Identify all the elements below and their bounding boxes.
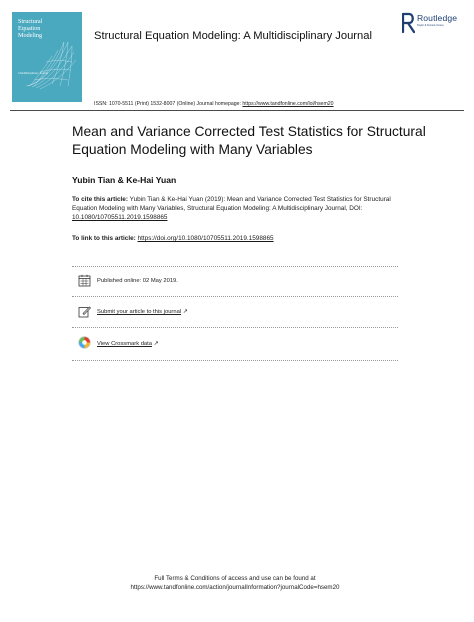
- row-divider: [72, 266, 398, 267]
- journal-homepage-link[interactable]: https://www.tandfonline.com/loi/hsem20: [242, 101, 334, 107]
- cover-title-line: Modeling: [18, 32, 43, 39]
- article-link-line: [72, 235, 274, 242]
- edit-pencil-icon: [78, 305, 91, 318]
- header-divider: [10, 110, 464, 111]
- row-divider: [72, 327, 398, 328]
- submit-article-link[interactable]: [97, 309, 188, 315]
- article-link-label: To link to this article:: [72, 235, 138, 242]
- journal-cover-image: [12, 12, 82, 102]
- journal-title: Structural Equation Modeling: A Multidisciplinary Journal: [94, 30, 372, 42]
- citation-text: Yubin Tian & Ke-Hai Yuan (2019): Mean and Variance Corrected Test Statistics for Structural Equation Modeling with Many Variables, Structural Equation Modeling: A Multidisciplinary Journal, DOI:: [72, 196, 391, 212]
- publisher-tagline: Taylor & Francis Group: [417, 24, 444, 27]
- article-doi-url[interactable]: https://doi.org/10.1080/10705511.2019.1598865: [137, 235, 274, 242]
- cover-title-line: Equation: [18, 25, 41, 32]
- row-divider: [72, 360, 398, 361]
- terms-footer: [72, 575, 398, 592]
- issn-line: [94, 101, 334, 107]
- publisher-name: Routledge: [417, 13, 458, 23]
- citation-block: [72, 196, 402, 223]
- cover-title: [18, 18, 42, 39]
- crossmark-label: View Crossmark data: [97, 341, 152, 347]
- routledge-r-icon: [402, 12, 415, 34]
- citation-doi-link[interactable]: 10.1080/10705511.2019.1598865: [72, 213, 168, 221]
- crossmark-icon: [78, 336, 91, 349]
- external-link-icon: ↗: [153, 341, 159, 347]
- terms-text: Full Terms & Conditions of access and use can be found at: [154, 575, 316, 582]
- citation-label: To cite this article:: [72, 196, 128, 203]
- terms-link[interactable]: https://www.tandfonline.com/action/journalInformation?journalCode=hsem20: [130, 583, 340, 591]
- cover-subtitle: A Multidisciplinary Journal: [18, 72, 48, 75]
- published-online-date: Published online: 02 May 2019.: [97, 278, 178, 284]
- issn-text: ISSN: 1070-5511 (Print) 1532-8007 (Online) Journal homepage:: [94, 101, 243, 107]
- article-authors: Yubin Tian & Ke-Hai Yuan: [72, 175, 177, 185]
- submit-article-label: Submit your article to this journal: [97, 309, 182, 315]
- publisher-logo[interactable]: [402, 12, 468, 36]
- calendar-icon: [78, 274, 91, 287]
- cover-title-line: Structural: [18, 18, 43, 25]
- row-divider: [72, 296, 398, 297]
- view-crossmark-link[interactable]: [97, 341, 158, 347]
- article-title: Mean and Variance Corrected Test Statistics for Structural Equation Modeling with Many Variables: [72, 124, 426, 157]
- external-link-icon: ↗: [182, 309, 188, 315]
